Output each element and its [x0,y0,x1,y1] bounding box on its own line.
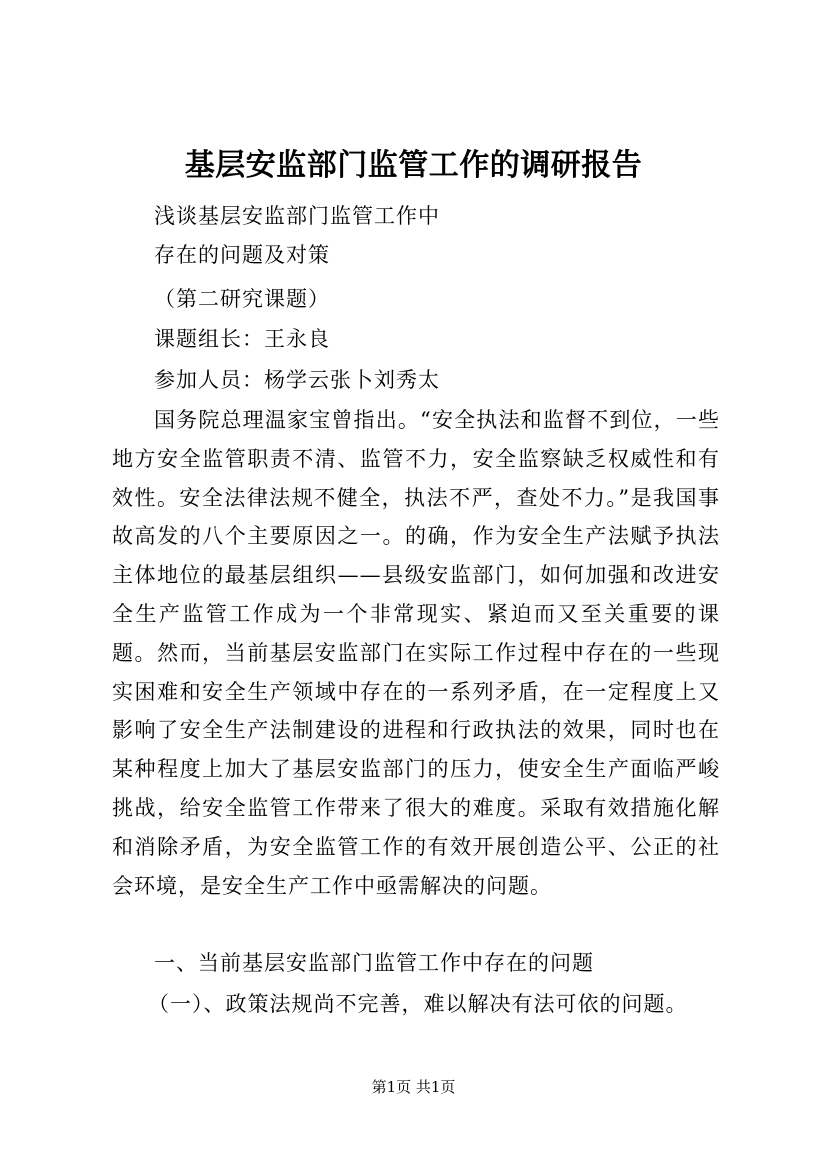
participants: 参加人员：杨学云张卜刘秀太 [154,368,440,392]
subtitle-line-1: 浅谈基层安监部门监管工作中 [154,204,440,228]
subsection-heading: （一）、政策法规尚不完善，难以解决有法可依的问题。 [148,992,688,1016]
page-number-footer: 第1页 共1页 [371,1078,456,1096]
body-paragraph: 国务院总理温家宝曾指出。“安全执法和监督不到位，一些地方安全监管职责不清、监管不力，安全监察缺乏权威性和有效性。安全法律法规不健全，执法不严，查处不力。”是我国事故高发的八个主要原因之一。的确，作为安全生产法赋予执法主体地位的最基层组织——县级安监部门，如何加强和改进安全生产监管工作成为一个非常现实、紧迫而又至关重要的课题。然而，当前基层安监部门在实际工作过程中存在的一些现实困难和安全生产领域中存在的一系列矛盾，在一定程度上又影响了安全生产法制建设的进程和行政执法的效果，同时也在某种程度上加大了基层安监部门的压力，使安全生产面临严峻挑战，给安全监管工作带来了很大的难度。采取有效措施化解和消除矛盾，为安全监管工作的有效开展创造公平、公正的社会环境，是安全生产工作中亟需解决的问题。 [112,408,720,898]
section-heading: 一、当前基层安监部门监管工作中存在的问题 [154,951,594,975]
subtitle-line-2: 存在的问题及对策 [154,243,330,267]
topic-label: （第二研究课题） [154,287,330,311]
document-title: 基层安监部门监管工作的调研报告 [184,148,643,183]
team-leader: 课题组长：王永良 [154,327,330,351]
